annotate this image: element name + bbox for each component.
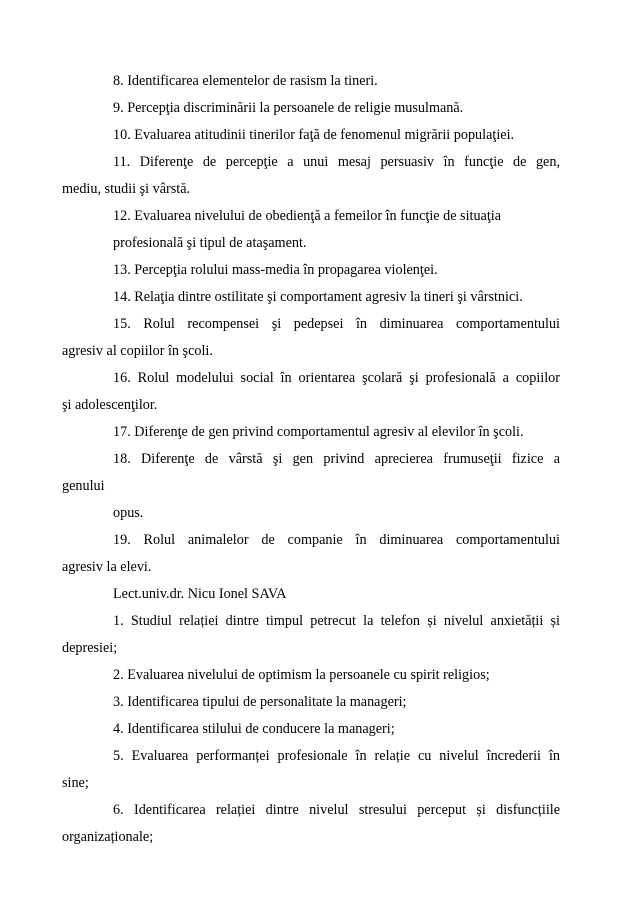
topic-line: 14. Relaţia dintre ostilitate şi comportament agresiv la tineri şi vârstnici.	[113, 289, 523, 305]
topic-line: 17. Diferenţe de gen privind comportamentul agresiv al elevilor în şcoli.	[113, 424, 524, 440]
topic-line: 11. Diferenţe de percepţie a unui mesaj persuasiv în funcţie de gen,	[113, 154, 560, 170]
topic-line: 9. Percepţia discriminării la persoanele de religie musulmană.	[113, 100, 464, 116]
topic-line-continuation: sine;	[62, 775, 89, 791]
topic-line-continuation: agresiv la elevi.	[62, 559, 152, 575]
topic-line: 13. Percepţia rolului mass-media în propagarea violenţei.	[113, 262, 438, 278]
topic-line-continuation: agresiv al copiilor în şcoli.	[62, 343, 213, 359]
topic-line-continuation: organizaționale;	[62, 829, 154, 845]
topic-line-continuation: opus.	[113, 505, 144, 521]
supervisor-name: Lect.univ.dr. Nicu Ionel SAVA	[113, 586, 287, 602]
topic-line: 18. Diferenţe de vârstă şi gen privind aprecierea frumuseţii fizice a	[113, 451, 560, 467]
topic-line: 5. Evaluarea performanței profesionale în relație cu nivelul încrederii în	[113, 748, 560, 764]
topic-line: 4. Identificarea stilului de conducere la manageri;	[113, 721, 395, 737]
topic-line: 19. Rolul animalelor de companie în diminuarea comportamentului	[113, 532, 560, 548]
topic-line-continuation: depresiei;	[62, 640, 118, 656]
topic-line-continuation: genului	[62, 478, 105, 494]
topic-line: 12. Evaluarea nivelului de obedienţă a femeilor în funcţie de situaţia	[113, 208, 502, 224]
topic-line: 2. Evaluarea nivelului de optimism la persoanele cu spirit religios;	[113, 667, 490, 683]
topic-line: 8. Identificarea elementelor de rasism la tineri.	[113, 73, 378, 89]
topic-line: 15. Rolul recompensei şi pedepsei în diminuarea comportamentului	[113, 316, 560, 332]
topic-line: 6. Identificarea relației dintre nivelul stresului perceput și disfuncțiile	[113, 802, 560, 818]
topic-line: 1. Studiul relației dintre timpul petrecut la telefon și nivelul anxietății și	[113, 613, 560, 629]
topic-line: 3. Identificarea tipului de personalitate la manageri;	[113, 694, 407, 710]
topic-line-continuation: mediu, studii şi vârstă.	[62, 181, 191, 197]
topic-line-continuation: profesională şi tipul de ataşament.	[113, 235, 307, 251]
topic-line: 16. Rolul modelului social în orientarea şcolară şi profesională a copiilor	[113, 370, 560, 386]
topic-line: 10. Evaluarea atitudinii tinerilor faţă de fenomenul migrării populaţiei.	[113, 127, 515, 143]
topic-line-continuation: şi adolescenţilor.	[62, 397, 158, 413]
